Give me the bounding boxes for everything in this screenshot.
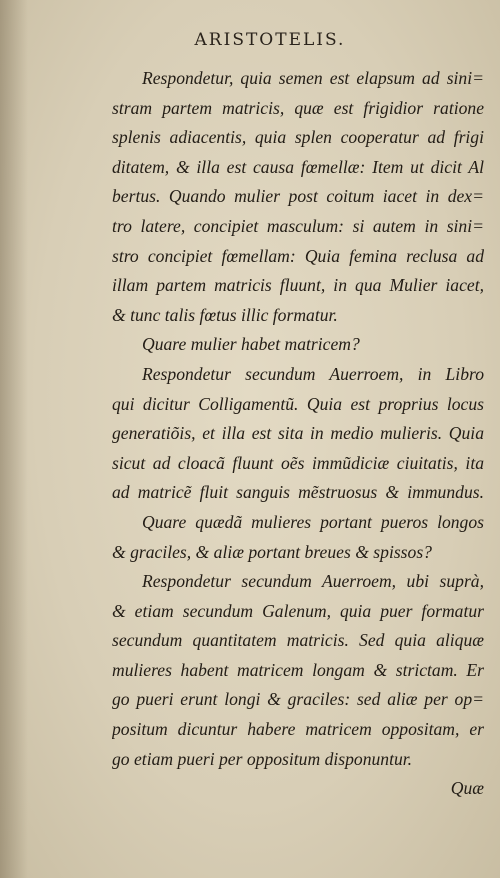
text-line: tro latere, concipiet masculum: si autem in sini= <box>112 215 484 236</box>
text-line: & etiam secundum Galenum, quia puer formatur <box>112 600 484 621</box>
text-line: mulieres habent matricem longam & strictam. Er <box>112 659 484 680</box>
question-line: & graciles, & aliæ portant breues & spissos? <box>112 541 432 562</box>
text-line: bertus. Quando mulier post coitum iacet in dex= <box>112 186 484 207</box>
text-line: Respondetur secundum Auerroem, ubi suprà, <box>142 571 484 592</box>
text-line: splenis adiacentis, quia splen cooperatur ad frigi <box>112 127 484 148</box>
text-line: generatiõis, et illa est sita in medio mulieris. Quia <box>112 423 484 444</box>
gutter-shadow <box>0 0 28 878</box>
text-line: Respondetur secundum Auerroem, in Libro <box>142 363 484 384</box>
text-line: go pueri erunt longi & graciles: sed aliæ per op= <box>112 689 484 710</box>
text-line: ad matricẽ fluit sanguis mẽstruosus & immundus. <box>112 482 484 503</box>
text-block <box>112 64 484 804</box>
text-line: qui dicitur Colligamentũ. Quia est proprius locus <box>112 393 484 414</box>
text-line: positum dicuntur habere matricem oppositam, er <box>112 719 484 740</box>
catchword: Quæ <box>450 778 484 799</box>
text-line: stro concipiet fœmellam: Quia femina reclusa ad <box>112 245 484 266</box>
text-line: illam partem matricis fluunt, in qua Mulier iacet, <box>112 275 484 296</box>
question-line: Quare mulier habet matricem? <box>142 334 360 355</box>
text-line: sicut ad cloacã fluunt oẽs immũdiciæ ciuitatis, ita <box>112 452 484 473</box>
text-line: & tunc talis fœtus illic formatur. <box>112 304 338 325</box>
running-head: ARISTOTELIS. <box>194 30 346 50</box>
question-line: Quare quædã mulieres portant pueros longos <box>142 511 484 532</box>
text-line: stram partem matricis, quæ est frigidior ratione <box>112 97 484 118</box>
text-line: go etiam pueri per oppositum disponuntur. <box>112 748 413 769</box>
text-line: Respondetur, quia semen est elapsum ad sini= <box>142 68 484 88</box>
text-line: ditatem, & illa est causa fœmellæ: Item ut dicit Al <box>112 156 484 177</box>
text-line: secundum quantitatem matricis. Sed quia aliquæ <box>112 630 484 651</box>
